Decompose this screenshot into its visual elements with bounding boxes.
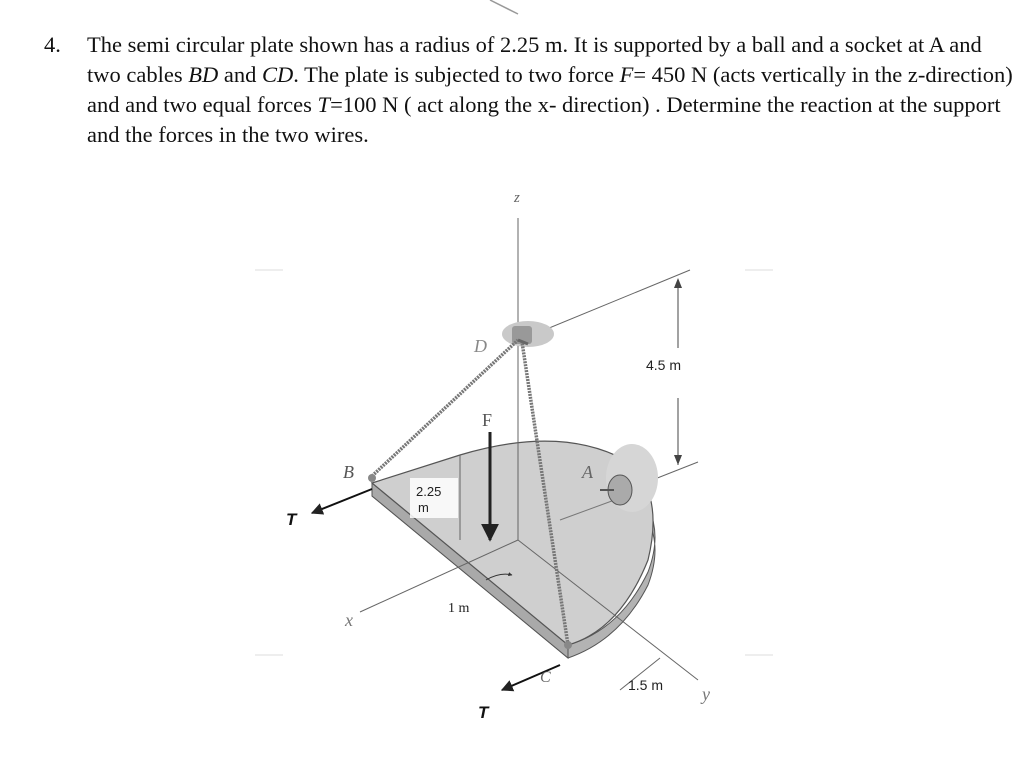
label-d: D xyxy=(474,336,487,356)
problem-text-part: . The plate is subjected to two force xyxy=(293,62,620,87)
problem-number: 4. xyxy=(44,32,61,57)
force-t-symbol: T xyxy=(317,92,331,117)
label-t-bottom: T xyxy=(478,703,489,722)
label-y: y xyxy=(702,684,710,704)
problem-text-part: = 450 N (acts vertically in the z-direction) and and two equal forces xyxy=(87,62,1013,117)
label-c: C xyxy=(540,669,551,686)
label-dim-1m: 1 m xyxy=(448,601,470,616)
label-t-left: T xyxy=(286,510,297,529)
problem-text-part: =100 N ( act along the x- direction) . Determine the reaction at the support and the forces in the two wires. xyxy=(87,92,1001,147)
label-dim-height: 4.5 m xyxy=(646,357,682,373)
label-dim-15m: 1.5 m xyxy=(628,677,664,693)
problem-text-part: and xyxy=(218,62,262,87)
force-f-symbol: F xyxy=(619,62,634,87)
cable-cd-label: CD xyxy=(261,62,294,87)
problem-text-part: The semi circular plate shown has a radius of 2.25 m. It is supported by a ball and a socket at A and two cables xyxy=(87,32,982,87)
cable-bd-label: BD xyxy=(188,62,219,87)
label-radius-value: 2.25 xyxy=(416,484,442,499)
label-a: A xyxy=(582,462,593,482)
label-x: x xyxy=(345,610,353,630)
label-b: B xyxy=(343,462,354,482)
label-f: F xyxy=(482,410,493,430)
label-radius-unit: m xyxy=(418,500,429,515)
force-t-left-arrow xyxy=(312,489,372,513)
label-z: z xyxy=(514,190,520,206)
force-t-bottom-arrow xyxy=(502,665,560,690)
